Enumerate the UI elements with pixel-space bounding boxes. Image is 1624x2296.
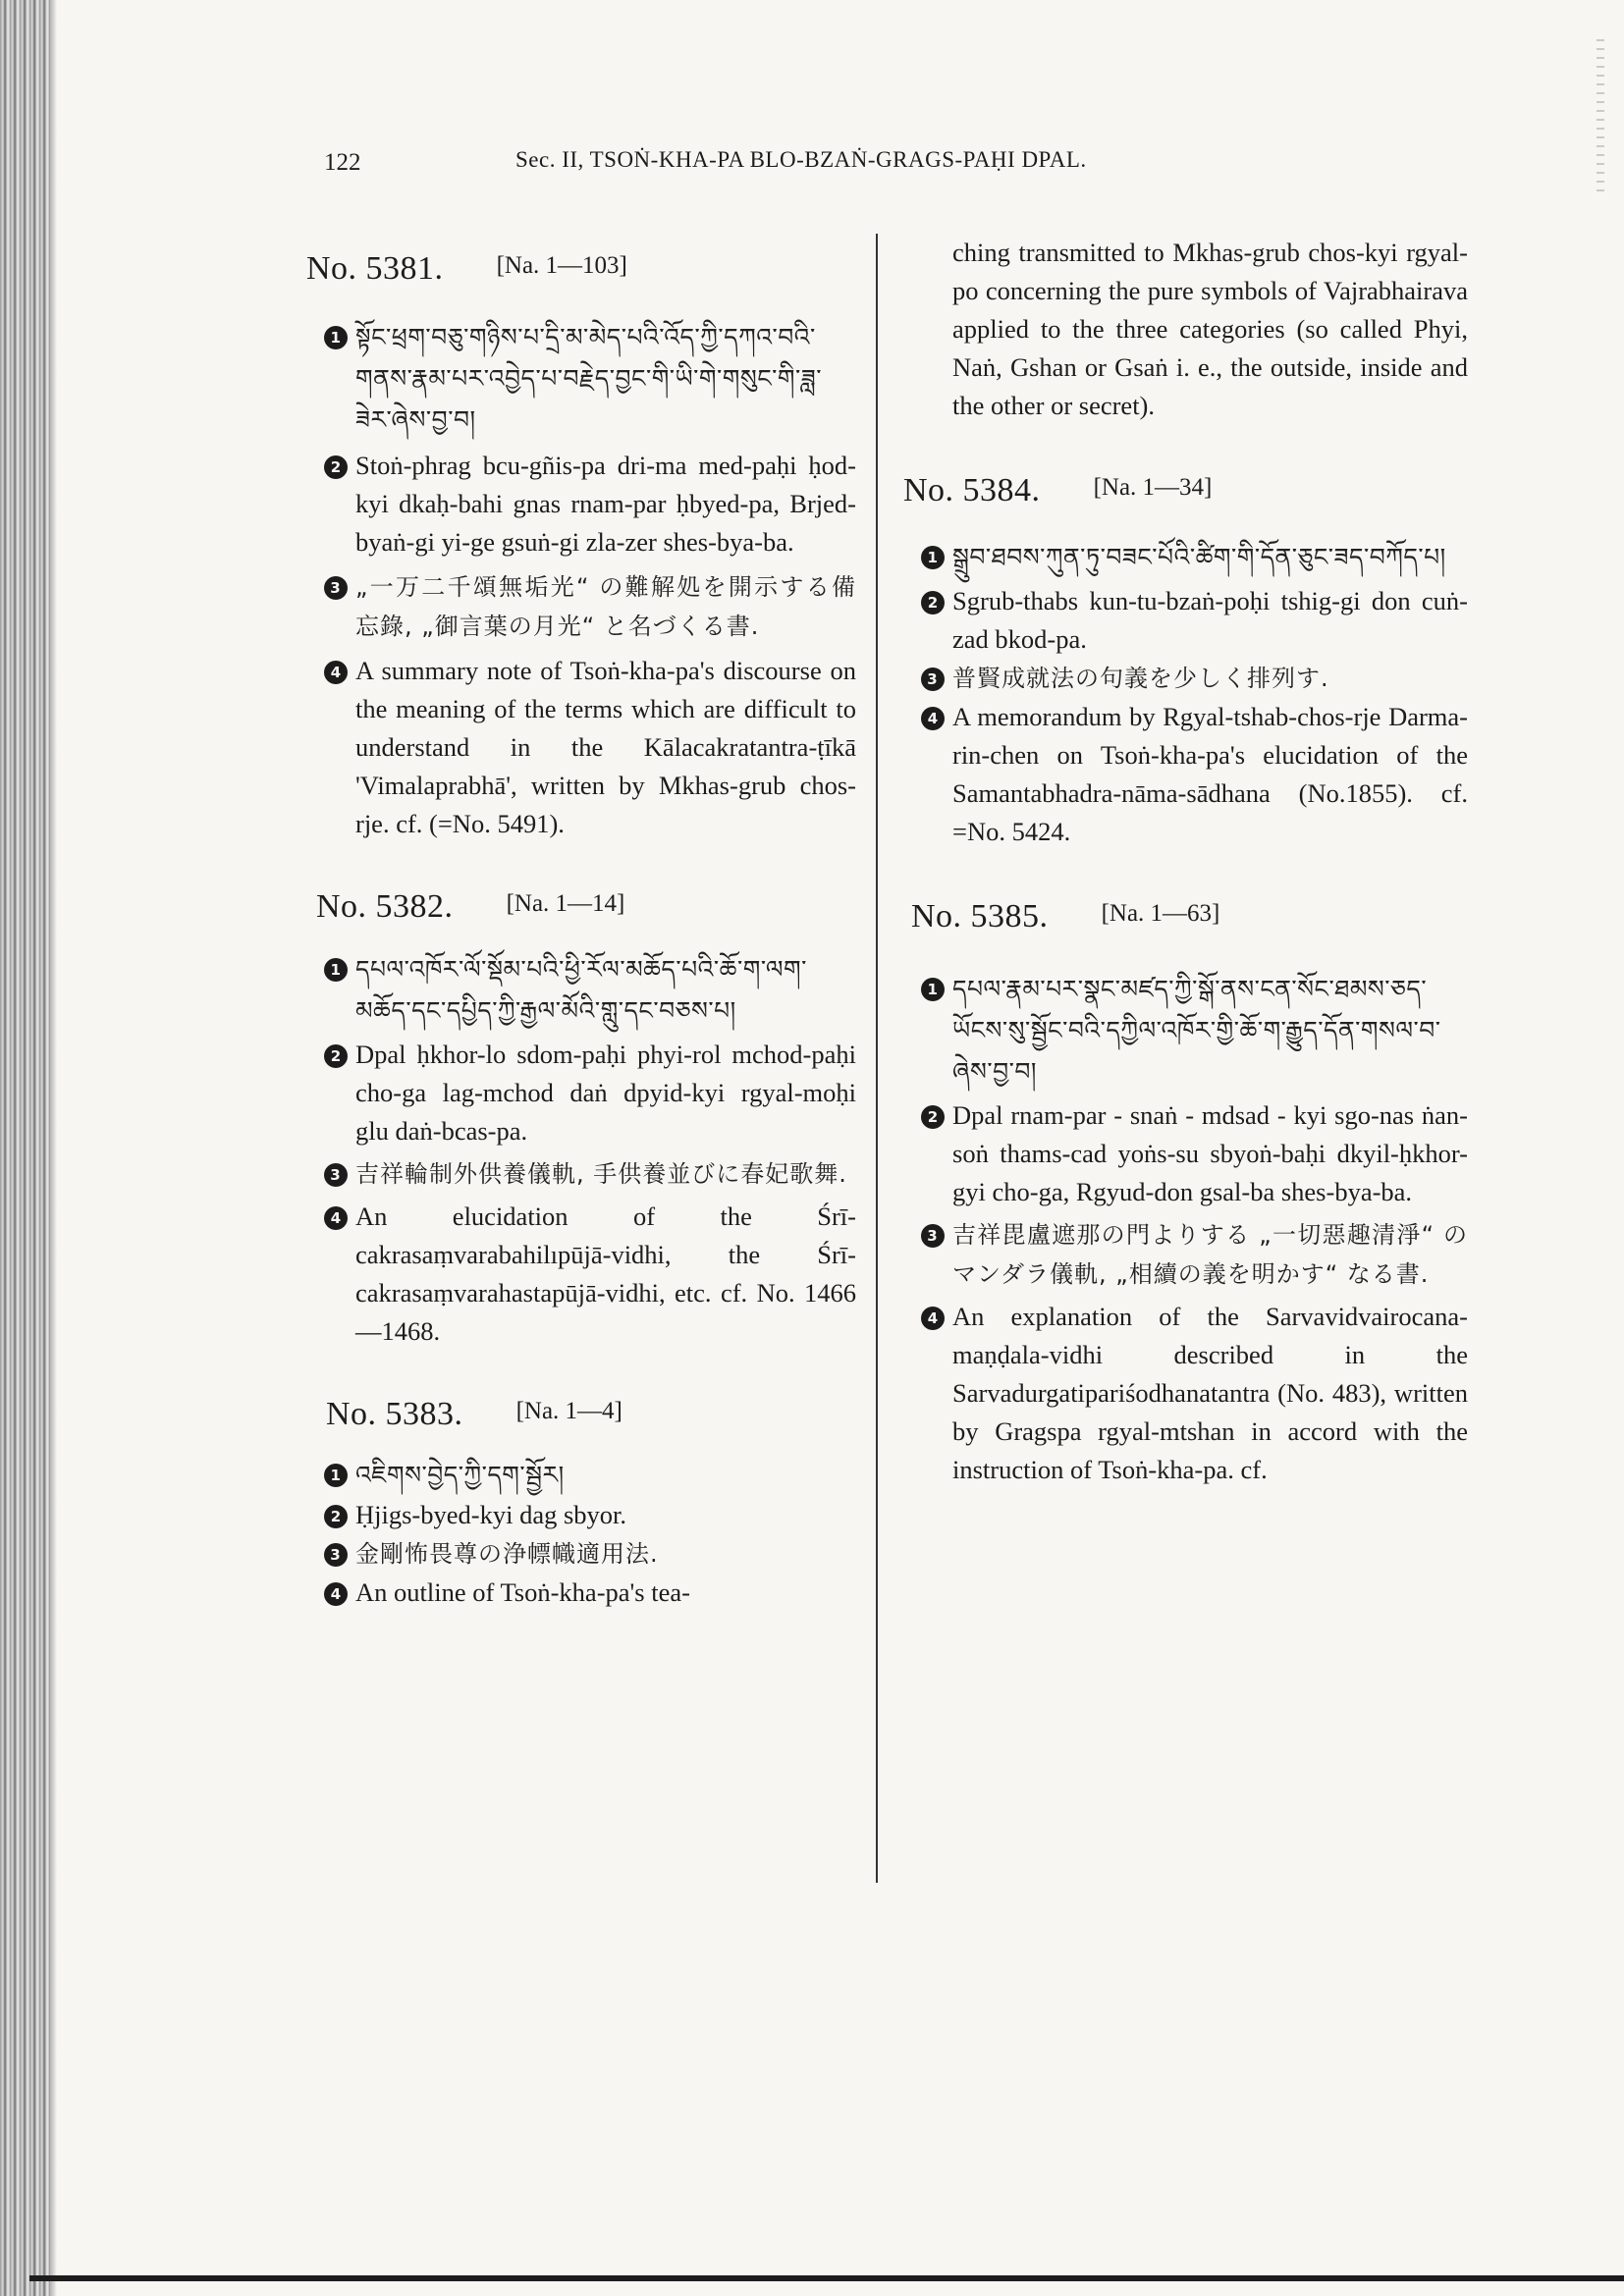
item-text: „一万二千頌無垢光“ の難解処を開示する備忘錄, „御言葉の月光“ と名づくる書. (355, 573, 856, 640)
item-text: 吉祥輪制外供養儀軌, 手供養並びに春妃歌舞. (355, 1160, 847, 1188)
item-text: 普賢成就法の句義を少しく排列す. (952, 665, 1329, 692)
item-japanese (306, 1534, 856, 1574)
circled-number-2: 2 (921, 1105, 945, 1129)
item-transliteration (903, 1096, 1468, 1211)
column-divider (876, 234, 878, 1883)
item-japanese (306, 567, 856, 646)
entry-5385 (903, 898, 1468, 1489)
item-japanese (903, 1215, 1468, 1294)
item-english (903, 698, 1468, 851)
entry-number: No. 5382. (316, 888, 454, 925)
page-number: 122 (324, 149, 361, 176)
circled-number-1: 1 (324, 1464, 348, 1487)
entry-5382 (306, 888, 856, 1351)
circled-number-4: 4 (921, 1307, 945, 1330)
item-english (306, 1198, 856, 1351)
item-english (306, 1574, 856, 1612)
circled-number-3: 3 (921, 667, 945, 691)
item-text: A summary note of Tsoṅ-kha-pa's discourse on the meaning of the terms which are difficult to understand in the Kālacakratantra-ṭīkā 'Vimalaprabhā', written by Mkhas-grub chos-rje. cf. (=No. 5491). (355, 656, 856, 838)
item-text: སྟོང་ཕྲག་བཅུ་གཉིས་པ་དྲི་མ་མེད་པའི་འོད་ཀྱི་དཀའ་བའི་གནས་རྣམ་པར་འབྱེད་པ་བརྗེད་བྱང་གི་ཡི་གེ་གསུང་གི་ཟླ་ཟེར་ཞེས་བྱ་བ། (355, 323, 823, 434)
circled-number-2: 2 (324, 1505, 348, 1528)
circled-number-2: 2 (921, 591, 945, 614)
book-binding-edge (0, 0, 51, 2296)
item-english (306, 652, 856, 843)
item-tibetan (903, 969, 1468, 1093)
entry-5383 (306, 1396, 856, 1612)
entry-number: No. 5383. (326, 1396, 463, 1432)
item-text: An explanation of the Sarvavidvairocana-maṇḍala-vidhi described in the Sarvadurgatipariśodhanatantra (No. 483), written by Gragspa rgyal-mtshan in accord with the instruction of Tsoṅ-kha-pa. cf. (952, 1302, 1468, 1484)
circled-number-2: 2 (324, 455, 348, 479)
circled-number-4: 4 (324, 1582, 348, 1606)
item-text: སྒྲུབ་ཐབས་ཀུན་ཏུ་བཟང་པོའི་ཚིག་གི་དོན་ཅུང་ཟད་བཀོད་པ། (952, 543, 1446, 571)
item-text: དཔལ་རྣམ་པར་སྣང་མཛད་ཀྱི་སྒོ་ནས་ངན་སོང་ཐམས་ཅད་ཡོངས་སུ་སྦྱོང་བའི་དཀྱིལ་འཁོར་གྱི་ཆོ་ག་རྒྱུད་དོན་གསལ་བ་ཞེས་བྱ་བ། (952, 975, 1441, 1086)
item-transliteration (306, 1036, 856, 1150)
circled-number-3: 3 (324, 1163, 348, 1187)
item-tibetan (306, 317, 856, 441)
entry-number: No. 5384. (903, 472, 1041, 508)
item-text: Stoṅ-phrag bcu-gñis-pa dri-ma med-paḥi ḥod-kyi dkaḥ-bahi gnas rnam-par ḥbyed-pa, Brjed-byaṅ-gi yi-ge gsuṅ-gi zla-zer shes-bya-ba. (355, 451, 856, 557)
entry-5381 (306, 250, 856, 843)
item-english (903, 1298, 1468, 1489)
entry-number: No. 5381. (306, 250, 444, 287)
bottom-edge-rule (29, 2275, 1624, 2281)
item-transliteration (306, 447, 856, 561)
circled-number-3: 3 (324, 576, 348, 600)
item-text: འཇིགས་བྱེད་ཀྱི་དག་སྦྱོར། (355, 1461, 565, 1489)
entry-reference: [Na. 1—4] (515, 1398, 623, 1424)
circled-number-1: 1 (324, 958, 348, 982)
item-text: དཔལ་འཁོར་ལོ་སྡོམ་པའི་ཕྱི་རོལ་མཆོད་པའི་ཆོ་ག་ལག་མཆོད་དང་དཔྱིད་ཀྱི་རྒྱལ་མོའི་གླུ་དང་བཅས་པ། (355, 955, 807, 1025)
entry-reference: [Na. 1—63] (1101, 900, 1220, 927)
right-column (903, 234, 1468, 1489)
item-tibetan (306, 949, 856, 1032)
circled-number-1: 1 (324, 326, 348, 349)
circled-number-1: 1 (921, 978, 945, 1001)
scan-speckle (1597, 39, 1604, 196)
entry-reference: [Na. 1—34] (1093, 474, 1213, 501)
item-tibetan (903, 537, 1468, 578)
circled-number-3: 3 (921, 1224, 945, 1248)
circled-number-4: 4 (324, 1206, 348, 1230)
item-text: 吉祥毘盧遮那の門よりする „一切惡趣清淨“ のマンダラ儀軌, „相續の義を明かす“ なる書. (952, 1221, 1468, 1288)
entry-5384 (903, 472, 1468, 851)
item-text: Ḥjigs-byed-kyi dag sbyor. (355, 1500, 627, 1529)
circled-number-2: 2 (324, 1044, 348, 1068)
item-japanese (903, 659, 1468, 698)
item-transliteration (306, 1496, 856, 1534)
item-text: 金剛怖畏尊の浄幖幟適用法. (355, 1540, 659, 1568)
entry-reference: [Na. 1—14] (506, 890, 625, 917)
continuation-text: ching transmitted to Mkhas-grub chos-kyi rgyal-po concerning the pure symbols of Vajrabhairava applied to the three categories (so called Phyi, Naṅ, Gshan or Gsaṅ i. e., the outside, inside and the other or secret). (952, 238, 1468, 420)
circled-number-1: 1 (921, 546, 945, 569)
item-text: Sgrub-thabs kun-tu-bzaṅ-poḥi tshig-gi don cuṅ-zad bkod-pa. (952, 586, 1468, 654)
circled-number-4: 4 (324, 661, 348, 684)
running-title: Sec. II, TSOṄ-KHA-PA BLO-BZAṄ-GRAGS-PAḤI DPAL. (515, 147, 1087, 172)
item-text: Dpal ḥkhor-lo sdom-paḥi phyi-rol mchod-paḥi cho-ga lag-mchod daṅ dpyid-kyi rgyal-moḥi glu daṅ-bcas-pa. (355, 1040, 856, 1146)
entry-number: No. 5385. (911, 898, 1049, 934)
item-text: A memorandum by Rgyal-tshab-chos-rje Darma-rin-chen on Tsoṅ-kha-pa's elucidation of the Samantabhadra-nāma-sādhana (No.1855). cf. =No. 5424. (952, 702, 1468, 846)
item-tibetan (306, 1455, 856, 1496)
item-text: An elucidation of the Śrī-cakrasaṃvarabahilıpūjā-vidhi, the Śrī-cakrasaṃvarahastapūjā-vidhi, etc. cf. No. 1466—1468. (355, 1201, 856, 1346)
item-text: Dpal rnam-par - snaṅ - mdsad - kyi sgo-nas ṅan-soṅ thams-cad yoṅs-su sbyoṅ-baḥi dkyil-ḥkhor-gyi cho-ga, Rgyud-don gsal-ba shes-bya-ba. (952, 1100, 1468, 1206)
binding-shadow (51, 0, 57, 2296)
circled-number-3: 3 (324, 1543, 348, 1567)
item-text: An outline of Tsoṅ-kha-pa's tea- (355, 1577, 690, 1607)
circled-number-4: 4 (921, 707, 945, 730)
item-japanese (306, 1154, 856, 1194)
left-column (306, 250, 856, 1612)
item-transliteration (903, 582, 1468, 659)
entry-reference: [Na. 1—103] (496, 252, 627, 279)
